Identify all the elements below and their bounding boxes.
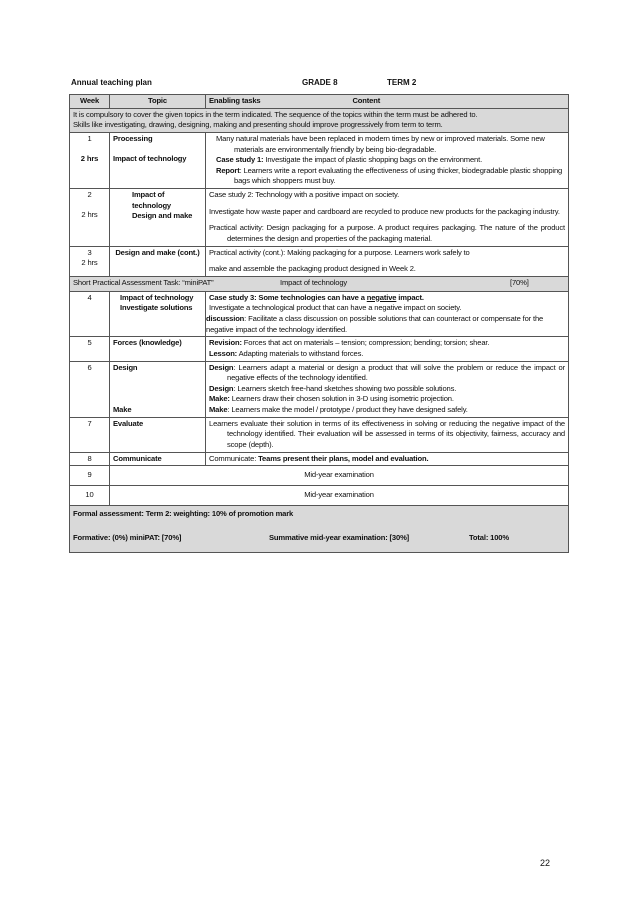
- topic-impact-of-technology: Impact of technology: [113, 153, 187, 163]
- term-label: TERM 2: [387, 78, 417, 87]
- formative-mark: Formative: (0%) miniPAT: [70%]: [73, 533, 182, 543]
- design-sketch: Design: Learners sketch free-hand sketches showing two possible solutions.: [209, 383, 457, 393]
- week-number: 10: [70, 485, 110, 505]
- week-duration: 2 hrs: [80, 153, 99, 163]
- total-mark: Total: 100%: [469, 533, 509, 543]
- summative-mark: Summative mid-year examination: [30%]: [269, 533, 410, 543]
- grade-label: GRADE 8: [302, 78, 338, 87]
- topic-investigate-solutions: Investigate solutions: [120, 303, 193, 313]
- formal-assessment-weighting: Formal assessment: Term 2: weighting: 10% of promotion mark: [73, 508, 294, 518]
- recycling-investigation: Investigate how waste paper and cardboard are recycled to produce new products for the packaging industry.: [209, 206, 560, 216]
- formal-assessment-row: [70, 505, 569, 553]
- case-study-3: Case study 3: Some technologies can have a negative impact.: [209, 292, 424, 302]
- minipat-weight: [70%]: [510, 277, 529, 287]
- week-number: 4: [70, 291, 110, 337]
- minipat-topic: Impact of technology: [280, 277, 348, 287]
- topic-design: Design: [113, 362, 138, 372]
- week-number: 6: [70, 361, 110, 417]
- topic-evaluate: Evaluate: [110, 417, 206, 452]
- table-row: [70, 452, 569, 466]
- topic-make: Make: [113, 405, 132, 415]
- week-duration: 2 hrs: [81, 258, 98, 268]
- assemble-packaging-text: make and assemble the packaging product designed in Week 2.: [209, 264, 416, 274]
- content-header: Content: [352, 96, 381, 105]
- topic-processing: Processing: [113, 133, 153, 143]
- teaching-plan-table: [69, 94, 569, 553]
- intro-skills-text: Skills like investigating, drawing, designing, making and presenting should improve progressively from term to term.: [73, 120, 443, 130]
- mid-year-exam-text: Mid-year examination: [110, 466, 569, 486]
- topic-impact-of-technology: Impact of technology: [120, 292, 194, 302]
- communicate-content: Communicate: Teams present their plans, model and evaluation.: [206, 452, 569, 466]
- content-column-header: [206, 95, 569, 109]
- revision-forces: Revision: Forces that act on materials – tension; compression; bending; torsion; shear.: [209, 338, 490, 348]
- enabling-tasks-header: Enabling tasks: [209, 96, 261, 105]
- investigate-negative-product: Investigate a technological product that can have a negative impact on society.: [209, 303, 462, 313]
- evaluate-content: Learners evaluate their solution in terms of its effectiveness in solving or reducing the negative impact of the technology identified. Their evaluation will be assessed in terms of its objectivity, fairness, accuracy and scope (depth).: [206, 417, 569, 452]
- week-number: 5: [70, 337, 110, 361]
- topic-forces-knowledge: Forces (knowledge): [110, 337, 206, 361]
- mid-year-exam-text: Mid-year examination: [110, 485, 569, 505]
- topic-design-and-make: Design and make: [132, 211, 193, 221]
- table-row: [70, 291, 569, 337]
- minipat-row: [70, 276, 569, 291]
- design-adapt-material: Design: Learners adapt a material or design a product that will solve the problem or reduce the impact or negative effects of the technology identified.: [209, 362, 565, 383]
- class-discussion: discussion: Facilitate a class discussion on possible solutions that can counteract or compensate for the negative impact of the technology identified.: [206, 314, 544, 334]
- topic-communicate: Communicate: [110, 452, 206, 466]
- intro-row: [70, 108, 569, 132]
- make-model: Make: Learners make the model / prototype / product they have designed safely.: [209, 405, 468, 414]
- natural-materials-text: Many natural materials have been replaced in modern times by new or improved materials. Some new materials are environmentally friendly by being bio-degradable.: [216, 133, 545, 154]
- topic-column-header: Topic: [110, 95, 206, 109]
- table-row: [70, 466, 569, 486]
- table-row: [70, 337, 569, 361]
- week-number: 7: [70, 417, 110, 452]
- table-row: [70, 361, 569, 417]
- week-column-header: Week: [70, 95, 110, 109]
- week-duration: 2 hrs: [81, 209, 98, 219]
- table-row: [70, 189, 569, 247]
- table-row: [70, 246, 569, 276]
- week-number: 9: [70, 466, 110, 486]
- topic-impact-of-technology: Impact of technology: [132, 190, 172, 210]
- plan-label: Annual teaching plan: [71, 78, 152, 87]
- column-header-row: [70, 95, 569, 109]
- make-draw-3d: Make: Learners draw their chosen solution in 3-D using isometric projection.: [209, 394, 454, 404]
- week-number: 3: [87, 247, 92, 257]
- page-number: 22: [540, 858, 551, 868]
- page-header: [71, 78, 571, 92]
- intro-compulsory-text: It is compulsory to cover the given topics in the term indicated. The sequence of the topics within the term must be adhered to.: [73, 109, 478, 119]
- case-study-1: Case study 1: Investigate the impact of plastic shopping bags on the environment.: [216, 155, 483, 165]
- week-number: 8: [70, 452, 110, 466]
- case-study-2: Case study 2: Technology with a positive impact on society.: [209, 190, 400, 199]
- practical-activity-making: Practical activity (cont.): Making packaging for a purpose. Learners work safely to: [209, 247, 470, 257]
- week-number: 1: [87, 133, 92, 143]
- topic-design-and-make-cont: Design and make (cont.): [110, 246, 206, 276]
- report-task: Report: Learners write a report evaluating the effectiveness of using thicker, biodegradable plastic shopping bags which shoppers must buy.: [216, 165, 563, 186]
- week-number: 2: [87, 190, 92, 199]
- table-row: [70, 417, 569, 452]
- practical-activity-design: Practical activity: Design packaging for a purpose. A product requires packaging. The nature of the product determines the design and properties of the packaging material.: [209, 223, 565, 243]
- table-row: [70, 132, 569, 188]
- table-row: [70, 485, 569, 505]
- lesson-adapting-materials: Lesson: Adapting materials to withstand forces.: [209, 348, 364, 358]
- minipat-label: Short Practical Assessment Task: “miniPAT”: [73, 277, 214, 287]
